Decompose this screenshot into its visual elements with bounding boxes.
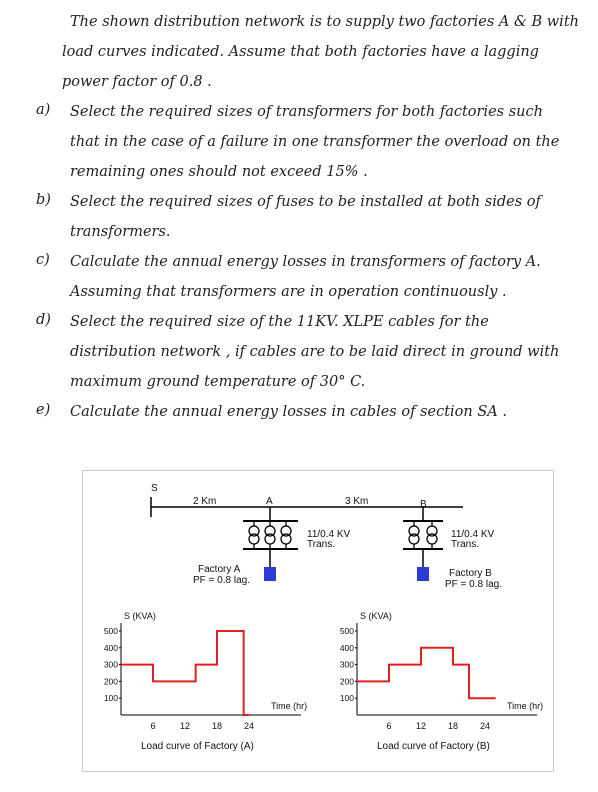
source-label: S <box>151 483 158 494</box>
question-label: e) <box>36 402 51 418</box>
question-line: that in the case of a failure in one transformer the overload on the <box>70 134 560 150</box>
question-line: Calculate the annual energy losses in cables of section SA . <box>70 404 507 420</box>
y-tick-label: 100 <box>339 693 354 704</box>
x-tick-label: 6 <box>150 721 156 731</box>
transformers-a <box>249 521 291 549</box>
question-line: remaining ones should not exceed 15% . <box>70 164 368 180</box>
x-axis-label: Time (hr) <box>271 701 308 711</box>
y-tick-label: 500 <box>339 626 354 636</box>
x-tick-label: 18 <box>211 721 223 731</box>
x-tick-label: 24 <box>243 721 255 731</box>
question-line: Select the required size of the 11KV. XLPE cables for the <box>70 314 489 330</box>
y-axis-label: S (KVA) <box>360 611 392 621</box>
question-line: distribution network , if cables are to be laid direct in ground with <box>70 344 560 360</box>
question-line: maximum ground temperature of 30° C. <box>70 374 366 390</box>
factory-a-name: Factory A <box>198 564 241 575</box>
question-line: Select the required sizes of transformers for both factories such <box>70 104 543 120</box>
x-tick-label: 12 <box>179 721 191 731</box>
load-curve-line <box>357 648 496 698</box>
y-tick-label: 200 <box>103 676 118 687</box>
question-line: Assuming that transformers are in operation continuously . <box>70 284 507 300</box>
network-figure <box>82 470 554 772</box>
factory-a-load <box>264 567 276 581</box>
intro-line: power factor of 0.8 . <box>62 74 212 90</box>
chart-title: Load curve of Factory (B) <box>377 741 490 752</box>
node-b-label: B <box>420 499 427 510</box>
trans-b-label: Trans. <box>451 539 479 550</box>
intro-line: load curves indicated. Assume that both factories have a lagging <box>62 44 539 60</box>
factory-a-pf: PF = 0.8 lag. <box>193 575 250 586</box>
segment-1-label: 2 Km <box>193 496 217 507</box>
question-line: Select the required sizes of fuses to be installed at both sides of <box>70 194 541 210</box>
question-label: c) <box>36 252 50 268</box>
trans-a-label: Trans. <box>307 539 335 550</box>
segment-2-label: 3 Km <box>345 496 369 507</box>
y-tick-label: 100 <box>103 693 118 704</box>
y-tick-label: 300 <box>339 659 354 670</box>
x-tick-label: 12 <box>415 721 427 731</box>
factory-b-pf: PF = 0.8 lag. <box>445 579 502 590</box>
question-label: a) <box>36 102 51 118</box>
y-tick-label: 400 <box>103 642 118 653</box>
load-curve-b-chart <box>340 611 543 752</box>
y-tick-label: 500 <box>103 626 118 636</box>
y-axis-label: S (KVA) <box>124 611 156 621</box>
transformers-b <box>409 521 437 549</box>
factory-b-load <box>417 567 429 581</box>
y-tick-label: 300 <box>103 659 118 670</box>
question-line: transformers. <box>70 224 171 240</box>
x-axis-label: Time (hr) <box>507 701 544 711</box>
y-tick-label: 400 <box>339 642 354 653</box>
trans-b-rating: 11/0.4 KV <box>451 529 495 540</box>
load-curve-a-chart <box>104 611 307 752</box>
y-tick-label: 200 <box>339 676 354 687</box>
factory-b-name: Factory B <box>449 568 492 579</box>
node-a-label: A <box>266 496 273 507</box>
network-diagram <box>151 483 502 590</box>
question-label: d) <box>36 312 51 328</box>
chart-title: Load curve of Factory (A) <box>141 741 254 752</box>
question-line: Calculate the annual energy losses in transformers of factory A. <box>70 254 541 270</box>
intro-line: The shown distribution network is to supply two factories A & B with <box>70 14 579 30</box>
x-tick-label: 6 <box>386 721 392 731</box>
x-tick-label: 18 <box>447 721 459 731</box>
figure-canvas <box>83 471 553 771</box>
trans-a-rating: 11/0.4 KV <box>307 529 351 540</box>
question-label: b) <box>36 192 51 208</box>
load-curve-line <box>121 631 249 715</box>
x-tick-label: 24 <box>479 721 491 731</box>
